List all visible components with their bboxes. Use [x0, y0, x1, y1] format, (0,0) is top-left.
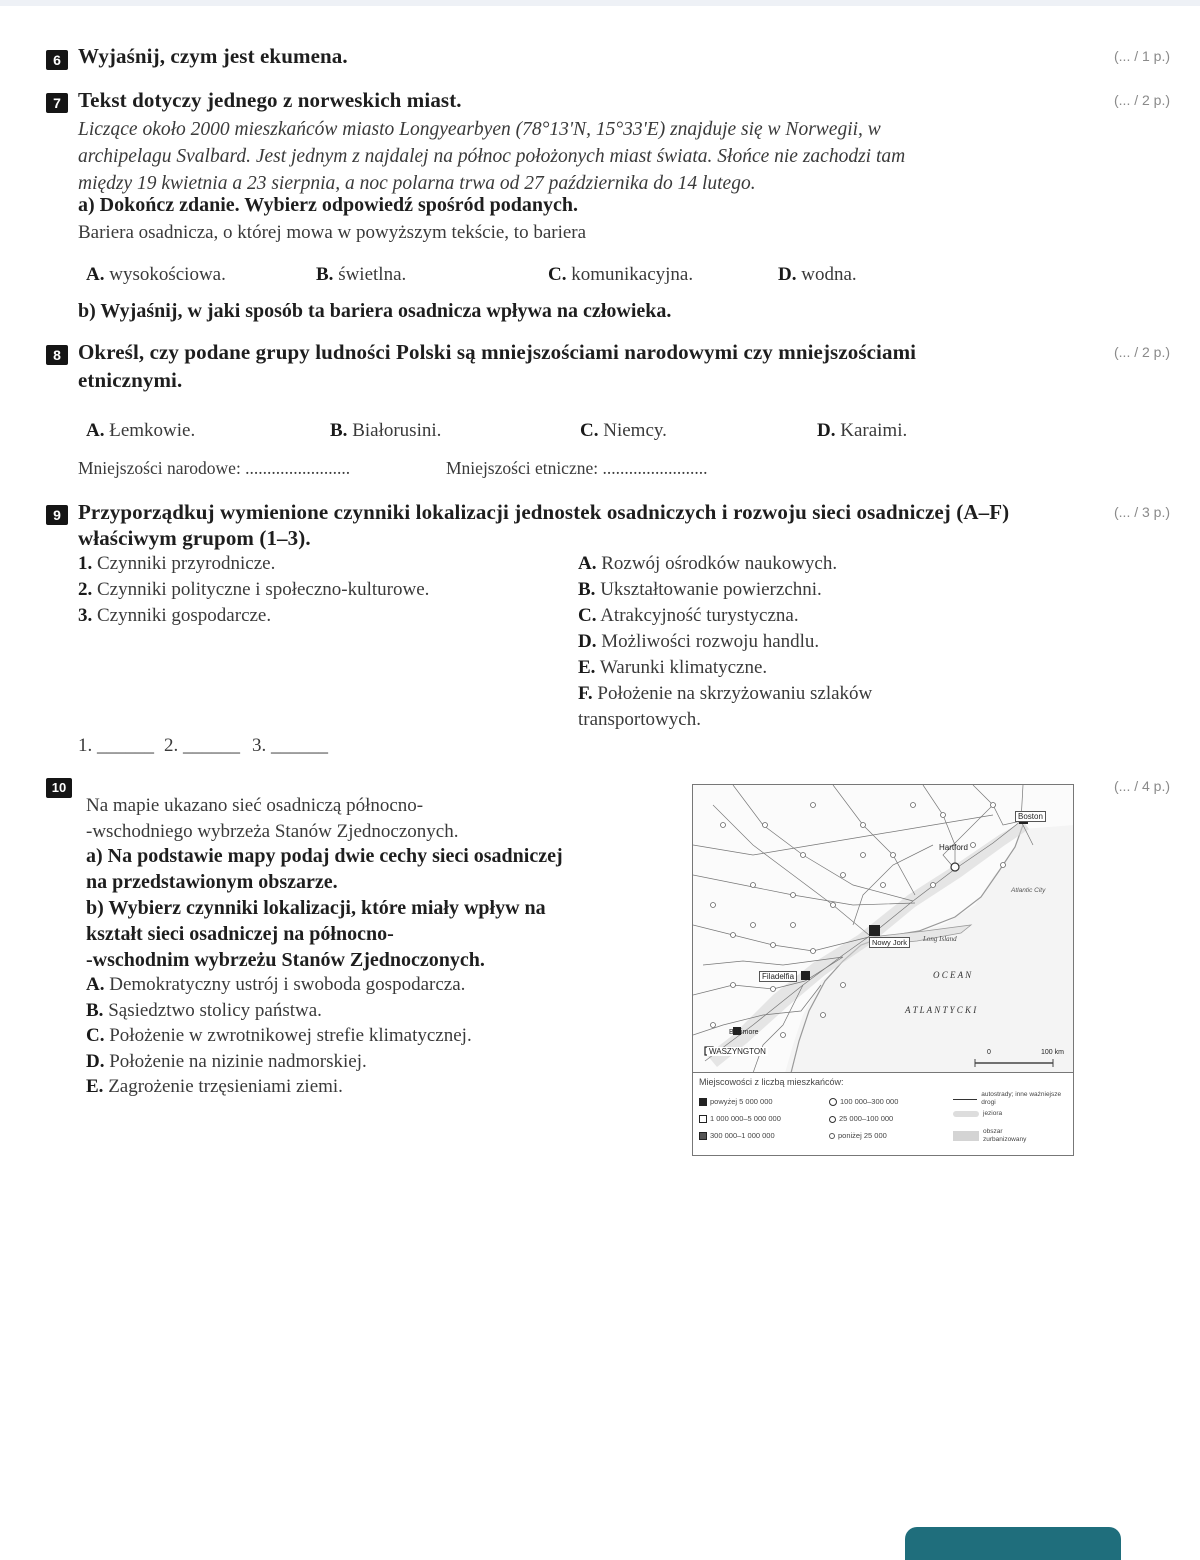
- q7-option-a[interactable]: [86, 264, 226, 286]
- map-label-philadelphia: Filadelfia: [759, 971, 797, 982]
- map-label-baltimore: Baltimore: [729, 1029, 759, 1036]
- option-text: Położenie na nizinie nadmorskiej.: [109, 1050, 367, 1072]
- question-7-passage: [78, 116, 1098, 197]
- question-7-title: Tekst dotyczy jednego z norweskich miast.: [78, 88, 462, 112]
- option-letter: D.: [86, 1050, 105, 1072]
- factor-text: Warunki klimatyczne.: [599, 657, 768, 678]
- floating-action-button[interactable]: [905, 1527, 1121, 1560]
- group-text: Czynniki polityczne i społeczno-kulturowe.: [97, 579, 430, 600]
- q8-option-d[interactable]: [817, 420, 907, 442]
- question-10-points: (... / 4 p.): [1114, 778, 1171, 794]
- map-label-hartford: Hartford: [939, 843, 968, 852]
- option-letter: C.: [580, 420, 599, 441]
- question-10-intro: [86, 793, 459, 845]
- option-letter: A.: [86, 420, 105, 441]
- philadelphia-marker: [801, 971, 810, 980]
- hartford-marker: [951, 863, 959, 871]
- q9-factor-d: [578, 631, 819, 653]
- q7-option-b[interactable]: [316, 264, 406, 286]
- q9-factor-c: [578, 605, 799, 627]
- q10-option-e[interactable]: [86, 1074, 472, 1100]
- q8-option-a[interactable]: [86, 420, 195, 442]
- q9-group-2: [78, 579, 429, 601]
- instruction-line: a) Na podstawie mapy podaj dwie cechy sieci osadniczej: [86, 845, 563, 867]
- question-number-6: 6: [46, 50, 68, 70]
- factor-letter: D.: [578, 631, 597, 652]
- group-text: Czynniki przyrodnicze.: [97, 553, 276, 574]
- factor-text: Ukształtowanie powierzchni.: [600, 579, 822, 600]
- q9-answer-2[interactable]: 2. ______: [164, 735, 240, 756]
- option-text: Niemcy.: [603, 420, 667, 441]
- q7-option-d[interactable]: [778, 264, 857, 286]
- instruction-line: b) Wybierz czynniki lokalizacji, które miały wpływ na: [86, 897, 546, 919]
- legend-column-3: [953, 1091, 1071, 1144]
- q9-factor-a: [578, 553, 837, 575]
- intro-line: -wschodniego wybrzeża Stanów Zjednoczonych.: [86, 821, 459, 842]
- q9-answer-3[interactable]: 3. ______: [252, 735, 328, 756]
- factor-letter: A.: [578, 553, 597, 574]
- option-text: Położenie w zwrotnikowej strefie klimatycznej.: [109, 1025, 472, 1046]
- q8-option-b[interactable]: [330, 420, 441, 442]
- factor-text: Możliwości rozwoju handlu.: [601, 631, 820, 652]
- legend-square-filled-icon: [699, 1098, 707, 1106]
- option-text: Sąsiedztwo stolicy państwa.: [108, 999, 322, 1021]
- ethnic-minorities-field[interactable]: Mniejszości etniczne: ........................: [446, 458, 708, 478]
- option-letter: B.: [86, 999, 104, 1021]
- q7-option-c[interactable]: [548, 264, 693, 286]
- option-letter: D.: [817, 420, 836, 441]
- option-letter: C.: [548, 264, 567, 285]
- question-number-8: 8: [46, 345, 68, 365]
- map-label-new-york: Nowy Jork: [869, 937, 910, 948]
- question-9-points: (... / 3 p.): [1114, 504, 1171, 520]
- option-text: Białorusini.: [352, 420, 442, 441]
- legend-circle-large-icon: [829, 1098, 837, 1106]
- option-letter: D.: [778, 264, 797, 285]
- question-7b-instruction: b) Wyjaśnij, w jaki sposób ta bariera osadnicza wpływa na człowieka.: [78, 300, 672, 322]
- group-number: 1.: [78, 553, 93, 574]
- q9-group-3: [78, 605, 271, 627]
- instruction-line: -wschodnim wybrzeżu Stanów Zjednoczonych.: [86, 949, 485, 971]
- legend-item: 300 000–1 000 000: [699, 1127, 781, 1144]
- option-text: wodna.: [801, 264, 857, 285]
- intro-line: Na mapie ukazano sieć osadniczą północno-: [86, 795, 424, 816]
- question-8-points: (... / 2 p.): [1114, 344, 1171, 360]
- map-scale-zero: 0: [987, 1049, 991, 1056]
- question-10b-instruction: [86, 895, 546, 973]
- legend-item-urban: obszar zurbanizowany: [953, 1128, 1071, 1144]
- factor-letter: B.: [578, 579, 596, 600]
- q10-option-d[interactable]: [86, 1049, 472, 1075]
- question-7a-instruction: a) Dokończ zdanie. Wybierz odpowiedź spośród podanych.: [78, 194, 579, 216]
- legend-square-empty-icon: [699, 1115, 707, 1123]
- question-6-points: (... / 1 p.): [1114, 48, 1171, 64]
- legend-item: powyżej 5 000 000: [699, 1093, 781, 1110]
- legend-column-2: [829, 1093, 898, 1144]
- passage-line: Liczące około 2000 mieszkańców miasto Longyearbyen (78°13'N, 15°33'E) znajduje się w Norwegii, w: [78, 119, 881, 140]
- q10-option-c[interactable]: [86, 1023, 472, 1049]
- national-minorities-field[interactable]: Mniejszości narodowe: ........................: [78, 458, 351, 478]
- option-letter: A.: [86, 264, 105, 285]
- group-text: Czynniki gospodarcze.: [97, 605, 272, 626]
- option-letter: B.: [330, 420, 348, 441]
- map-label-atlantic-city: Atlantic City: [1011, 887, 1046, 894]
- factor-letter: C.: [578, 605, 597, 626]
- legend-column-1: [699, 1093, 781, 1144]
- question-number-10: 10: [46, 778, 72, 798]
- question-number-9: 9: [46, 505, 68, 525]
- q9-answer-1[interactable]: 1. ______: [78, 735, 154, 756]
- group-number: 2.: [78, 579, 93, 600]
- option-letter: A.: [86, 974, 105, 995]
- q8-option-c[interactable]: [580, 420, 667, 442]
- passage-line: archipelagu Svalbard. Jest jednym z najdalej na północ położonych miast świata. Słońce nie zachodzi tam: [78, 146, 906, 167]
- question-9-title-line1: Przyporządkuj wymienione czynniki lokalizacji jednostek osadniczych i rozwoju sieci osadniczej (A–F): [78, 500, 1010, 524]
- map-legend: [692, 1072, 1074, 1156]
- map-label-ocean: O C E A N: [933, 970, 972, 980]
- legend-item-lakes: jeziora: [953, 1110, 1071, 1118]
- option-text: wysokościowa.: [109, 264, 226, 285]
- question-number-7: 7: [46, 93, 68, 113]
- question-8-title-line1: Określ, czy podane grupy ludności Polski są mniejszościami narodowymi czy mniejszościami: [78, 340, 917, 364]
- option-letter: B.: [316, 264, 334, 285]
- legend-item: 1 000 000–5 000 000: [699, 1110, 781, 1127]
- group-number: 3.: [78, 605, 93, 626]
- question-8-title-line2: etnicznymi.: [78, 368, 183, 392]
- q9-factor-b: [578, 579, 822, 601]
- q10-option-a[interactable]: [86, 972, 472, 998]
- factor-letter: F.: [578, 683, 593, 704]
- q9-factor-f: [578, 683, 872, 705]
- option-text: Karaimi.: [840, 420, 908, 441]
- option-letter: C.: [86, 1025, 105, 1046]
- map-label-boston: Boston: [1015, 811, 1046, 822]
- factor-text: Atrakcyjność turystyczna.: [600, 605, 799, 626]
- map-label-long-island: Long Island: [923, 935, 957, 943]
- q9-factor-f-cont: [578, 709, 701, 731]
- legend-square-gray-icon: [699, 1132, 707, 1140]
- instruction-line: kształt sieci osadniczej na północno-: [86, 923, 394, 945]
- q10-option-b[interactable]: [86, 998, 472, 1024]
- new-york-marker: [869, 925, 880, 936]
- option-text: świetlna.: [338, 264, 407, 285]
- factor-text: Rozwój ośrodków naukowych.: [601, 553, 838, 574]
- option-text: komunikacyjna.: [571, 264, 694, 285]
- map-label-atlantycki: A T L A N T Y C K I: [905, 1005, 977, 1015]
- legend-item-roads: autostrady; inne ważniejsze drogi: [953, 1091, 1071, 1107]
- legend-item: 25 000–100 000: [829, 1110, 898, 1127]
- legend-title: Miejscowości z liczbą mieszkańców:: [699, 1077, 844, 1087]
- passage-line: między 19 kwietnia a 23 sierpnia, a noc polarna trwa od 27 października do 14 lutego.: [78, 173, 756, 194]
- option-letter: E.: [86, 1076, 104, 1097]
- lake-icon: [953, 1111, 979, 1117]
- q9-factor-e: [578, 657, 767, 679]
- legend-item: poniżej 25 000: [829, 1127, 898, 1144]
- map-scale-label: 100 km: [1041, 1049, 1064, 1056]
- option-text: Łemkowie.: [109, 420, 196, 441]
- legend-circle-medium-icon: [829, 1116, 836, 1123]
- factor-text: Położenie na skrzyżowaniu szlaków: [597, 683, 873, 704]
- instruction-line: na przedstawionym obszarze.: [86, 871, 338, 893]
- factor-text: transportowych.: [578, 709, 701, 730]
- ocean-area: [785, 825, 1074, 1073]
- factor-letter: E.: [578, 657, 596, 678]
- question-6-title: Wyjaśnij, czym jest ekumena.: [78, 44, 348, 68]
- question-7-points: (... / 2 p.): [1114, 92, 1171, 108]
- road-line-icon: [953, 1099, 977, 1100]
- legend-circle-small-icon: [829, 1133, 835, 1139]
- option-text: Zagrożenie trzęsieniami ziemi.: [108, 1076, 343, 1097]
- question-7a-sentence: Bariera osadnicza, o której mowa w powyższym tekście, to bariera: [78, 222, 587, 243]
- legend-item: 100 000–300 000: [829, 1093, 898, 1110]
- option-text: Demokratyczny ustrój i swoboda gospodarcza.: [109, 974, 466, 995]
- q9-group-1: [78, 553, 275, 575]
- question-9-title-line2: właściwym grupom (1–3).: [78, 526, 311, 550]
- question-10-options: [86, 972, 472, 1100]
- question-10a-instruction: [86, 843, 563, 895]
- urban-area-icon: [953, 1131, 979, 1141]
- map-label-washington: WASZYNGTON: [709, 1047, 766, 1056]
